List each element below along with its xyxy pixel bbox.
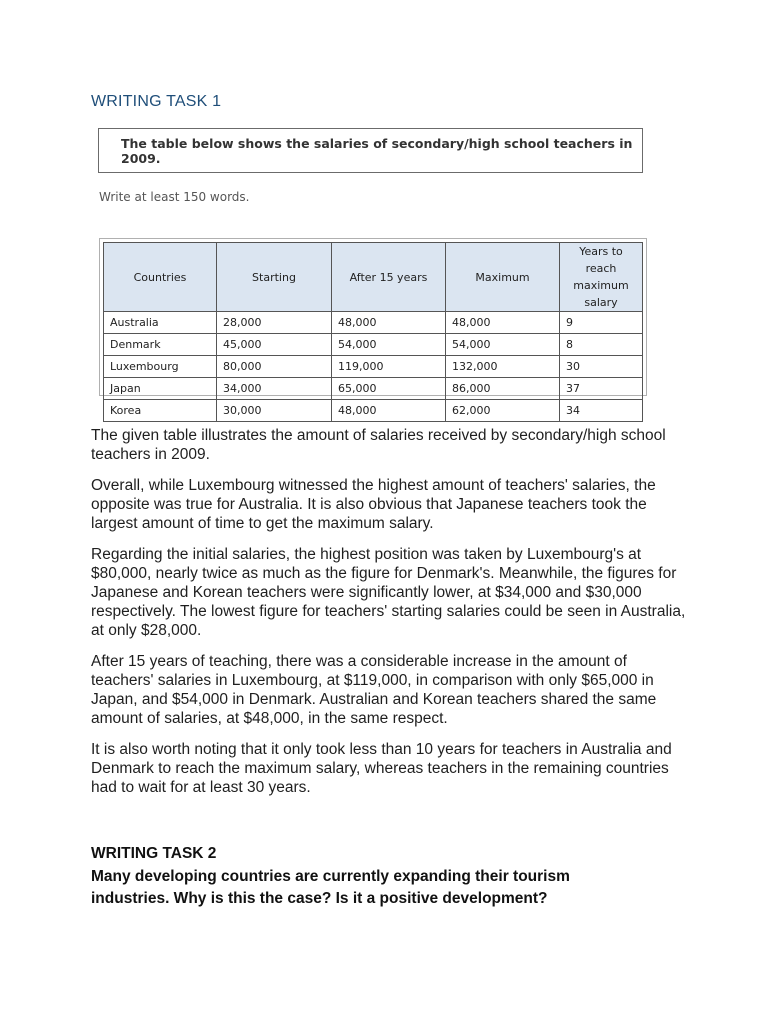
column-header-maximum: Maximum xyxy=(446,243,560,312)
table-cell: 34 xyxy=(560,400,643,422)
salary-table-frame xyxy=(99,238,647,417)
table-cell: 54,000 xyxy=(446,334,560,356)
essay-paragraph-years: It is also worth noting that it only took less than 10 years for teachers in Australia and Denmark to reach the maximum salary, whereas teachers in the remaining countries had to wait for at least 30 years. xyxy=(91,741,672,796)
essay-paragraph-starting: Regarding the initial salaries, the highest position was taken by Luxembourg's at $80,000, nearly twice as much as the figure for Denmark's. Meanwhile, the figures for Japanese and Korean teachers were significantly lower, at $34,000 and $30,000 respectively. The lowest figure for teachers' starting salaries could be seen in Australia, at only $28,000. xyxy=(91,546,686,639)
word-count-note: Write at least 150 words. xyxy=(99,190,250,204)
table-cell: 28,000 xyxy=(217,312,332,334)
column-header-starting: Starting xyxy=(217,243,332,312)
salary-table xyxy=(103,242,643,422)
table-cell: 30,000 xyxy=(217,400,332,422)
table-cell: 86,000 xyxy=(446,378,560,400)
table-cell: 9 xyxy=(560,312,643,334)
table-cell: Japan xyxy=(104,378,217,400)
table-row xyxy=(104,356,643,378)
table-cell: 45,000 xyxy=(217,334,332,356)
table-cell: 34,000 xyxy=(217,378,332,400)
task1-prompt-box xyxy=(98,128,643,173)
table-row xyxy=(104,378,643,400)
table-row xyxy=(104,334,643,356)
table-cell: 8 xyxy=(560,334,643,356)
table-cell: 80,000 xyxy=(217,356,332,378)
task1-heading: WRITING TASK 1 xyxy=(91,93,222,110)
column-header-countries: Countries xyxy=(104,243,217,312)
essay-paragraph-intro: The given table illustrates the amount of salaries received by secondary/high school teachers in 2009. xyxy=(91,427,666,463)
task2-question: Many developing countries are currently expanding their tourism industries. Why is this the case? Is it a positive development? xyxy=(91,868,570,907)
table-cell: 48,000 xyxy=(446,312,560,334)
table-row xyxy=(104,312,643,334)
table-cell: Luxembourg xyxy=(104,356,217,378)
table-cell: 119,000 xyxy=(332,356,446,378)
table-cell: Korea xyxy=(104,400,217,422)
table-cell: Denmark xyxy=(104,334,217,356)
table-row xyxy=(104,400,643,422)
table-cell: 54,000 xyxy=(332,334,446,356)
table-cell: 37 xyxy=(560,378,643,400)
table-cell: 30 xyxy=(560,356,643,378)
column-header-years-to-max: Years to reach maximum salary xyxy=(560,243,643,312)
table-cell: Australia xyxy=(104,312,217,334)
table-cell: 65,000 xyxy=(332,378,446,400)
essay-body xyxy=(91,426,691,809)
task2-heading: WRITING TASK 2 xyxy=(91,845,217,862)
table-cell: 132,000 xyxy=(446,356,560,378)
table-cell: 48,000 xyxy=(332,400,446,422)
essay-paragraph-overview: Overall, while Luxembourg witnessed the highest amount of teachers' salaries, the opposite was true for Australia. It is also obvious that Japanese teachers took the largest amount of time to get the maximum salary. xyxy=(91,477,656,532)
column-header-after-15-years: After 15 years xyxy=(332,243,446,312)
table-cell: 48,000 xyxy=(332,312,446,334)
table-cell: 62,000 xyxy=(446,400,560,422)
essay-paragraph-after-15: After 15 years of teaching, there was a considerable increase in the amount of teachers' salaries in Luxembourg, at $119,000, in comparison with only $65,000 in Japan, and $54,000 in Denmark. Australian and Korean teachers shared the same amount of salaries, at $48,000, in the same respect. xyxy=(91,653,657,727)
table-header-row xyxy=(104,243,643,312)
task1-prompt: The table below shows the salaries of secondary/high school teachers in 2009. xyxy=(121,135,633,166)
